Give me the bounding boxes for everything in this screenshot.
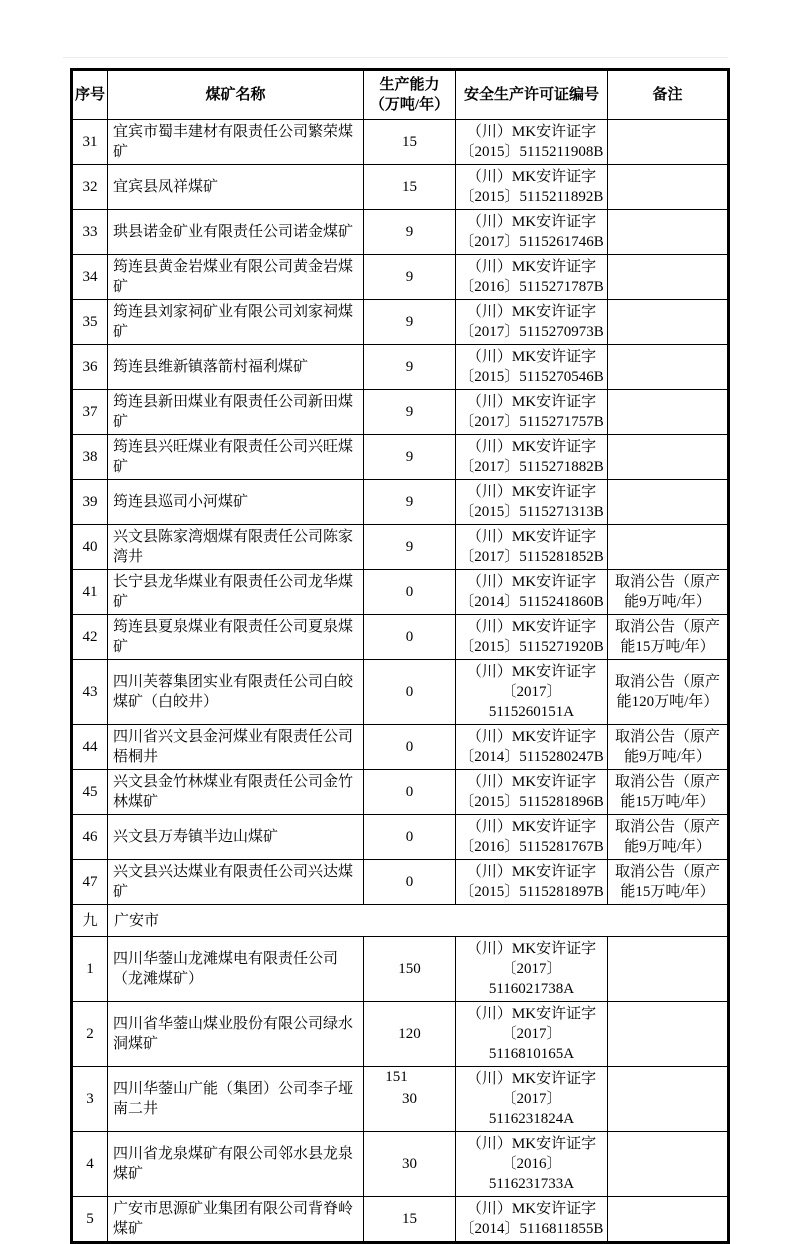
cell-remark	[608, 435, 729, 480]
cell-license: （川）MK安许证字〔2017〕5115271882B	[456, 435, 608, 480]
cell-index: 36	[72, 345, 108, 390]
cell-license: （川）MK安许证字〔2014〕5116811855B	[456, 1197, 608, 1243]
cell-capacity: 9	[364, 255, 456, 300]
table-row	[72, 1002, 729, 1067]
cell-mine-name: 四川华蓥山龙滩煤电有限责任公司（龙滩煤矿）	[108, 937, 364, 1002]
cell-mine-name: 兴文县金竹林煤业有限责任公司金竹林煤矿	[108, 770, 364, 815]
coal-mine-table	[70, 68, 730, 1244]
cell-capacity: 150	[364, 937, 456, 1002]
cell-mine-name: 筠连县巡司小河煤矿	[108, 480, 364, 525]
table-row	[72, 390, 729, 435]
table-row	[72, 435, 729, 480]
table-row	[72, 165, 729, 210]
cell-capacity: 0	[364, 570, 456, 615]
cell-capacity: 9	[364, 210, 456, 255]
cell-mine-name: 宜宾市蜀丰建材有限责任公司繁荣煤矿	[108, 120, 364, 165]
cell-index: 41	[72, 570, 108, 615]
table-row	[72, 525, 729, 570]
cell-remark	[608, 300, 729, 345]
table-row	[72, 210, 729, 255]
cell-license: （川）MK安许证字〔2016〕5116231733A	[456, 1132, 608, 1197]
cell-index: 1	[72, 937, 108, 1002]
cell-remark: 取消公告（原产能9万吨/年）	[608, 725, 729, 770]
cell-license: （川）MK安许证字〔2015〕5115271313B	[456, 480, 608, 525]
cell-remark	[608, 1132, 729, 1197]
cell-index: 32	[72, 165, 108, 210]
cell-index: 2	[72, 1002, 108, 1067]
cell-index: 33	[72, 210, 108, 255]
cell-mine-name: 四川省龙泉煤矿有限公司邻水县龙泉煤矿	[108, 1132, 364, 1197]
scan-artifact-line	[63, 57, 728, 58]
cell-license: （川）MK安许证字〔2015〕5115211892B	[456, 165, 608, 210]
cell-license: （川）MK安许证字〔2017〕5116810165A	[456, 1002, 608, 1067]
cell-remark: 取消公告（原产能120万吨/年）	[608, 660, 729, 725]
table-row	[72, 815, 729, 860]
cell-license: （川）MK安许证字〔2015〕5115281897B	[456, 860, 608, 905]
cell-capacity: 0	[364, 815, 456, 860]
cell-mine-name: 筠连县新田煤业有限责任公司新田煤矿	[108, 390, 364, 435]
table-row	[72, 770, 729, 815]
section-index: 九	[72, 905, 108, 937]
cell-license: （川）MK安许证字〔2017〕5115281852B	[456, 525, 608, 570]
cell-license: （川）MK安许证字〔2015〕5115211908B	[456, 120, 608, 165]
cell-mine-name: 兴文县兴达煤业有限责任公司兴达煤矿	[108, 860, 364, 905]
cell-remark	[608, 937, 729, 1002]
cell-mine-name: 兴文县陈家湾烟煤有限责任公司陈家湾井	[108, 525, 364, 570]
header-license: 安全生产许可证编号	[456, 70, 608, 120]
table-row	[72, 660, 729, 725]
header-capacity	[364, 70, 456, 120]
cell-remark	[608, 120, 729, 165]
cell-mine-name: 宜宾县凤祥煤矿	[108, 165, 364, 210]
cell-capacity: 15	[364, 120, 456, 165]
cell-index: 47	[72, 860, 108, 905]
table-row	[72, 570, 729, 615]
table-row	[72, 725, 729, 770]
cell-remark	[608, 255, 729, 300]
cell-index: 46	[72, 815, 108, 860]
cell-mine-name: 长宁县龙华煤业有限责任公司龙华煤矿	[108, 570, 364, 615]
cell-mine-name: 筠连县维新镇落箭村福利煤矿	[108, 345, 364, 390]
cell-capacity: 9	[364, 390, 456, 435]
cell-license: （川）MK安许证字〔2017〕5115271757B	[456, 390, 608, 435]
table-header	[72, 70, 729, 120]
cell-remark	[608, 165, 729, 210]
cell-remark	[608, 525, 729, 570]
cell-license: （川）MK安许证字〔2014〕5115241860B	[456, 570, 608, 615]
cell-capacity: 0	[364, 660, 456, 725]
cell-index: 4	[72, 1132, 108, 1197]
cell-index: 44	[72, 725, 108, 770]
cell-capacity: 9	[364, 345, 456, 390]
cell-capacity: 9	[364, 480, 456, 525]
cell-mine-name: 兴文县万寿镇半边山煤矿	[108, 815, 364, 860]
cell-capacity: 9	[364, 435, 456, 480]
cell-mine-name: 筠连县刘家祠矿业有限公司刘家祠煤矿	[108, 300, 364, 345]
cell-capacity: 0	[364, 770, 456, 815]
cell-remark: 取消公告（原产能9万吨/年）	[608, 570, 729, 615]
cell-capacity: 0	[364, 725, 456, 770]
table-row	[72, 937, 729, 1002]
cell-mine-name: 筠连县兴旺煤业有限责任公司兴旺煤矿	[108, 435, 364, 480]
cell-mine-name: 广安市思源矿业集团有限公司背脊岭煤矿	[108, 1197, 364, 1243]
table-row	[72, 255, 729, 300]
table-row	[72, 345, 729, 390]
section-name: 广安市	[108, 905, 729, 937]
cell-index: 37	[72, 390, 108, 435]
cell-capacity: 120	[364, 1002, 456, 1067]
cell-license: （川）MK安许证字〔2017〕5115270973B	[456, 300, 608, 345]
header-remark: 备注	[608, 70, 729, 120]
cell-license: （川）MK安许证字〔2016〕5115281767B	[456, 815, 608, 860]
cell-index: 34	[72, 255, 108, 300]
cell-license: （川）MK安许证字〔2015〕5115270546B	[456, 345, 608, 390]
cell-remark	[608, 480, 729, 525]
cell-remark	[608, 210, 729, 255]
cell-index: 35	[72, 300, 108, 345]
page-number: 151	[385, 1069, 408, 1085]
cell-capacity: 0	[364, 615, 456, 660]
header-mine-name: 煤矿名称	[108, 70, 364, 120]
cell-license: （川）MK安许证字〔2015〕5115281896B	[456, 770, 608, 815]
header-capacity-line1: 生产能力	[379, 77, 440, 93]
cell-mine-name: 四川芙蓉集团实业有限责任公司白皎煤矿（白皎井）	[108, 660, 364, 725]
cell-remark	[608, 390, 729, 435]
cell-index: 45	[72, 770, 108, 815]
cell-mine-name: 筠连县黄金岩煤业有限公司黄金岩煤矿	[108, 255, 364, 300]
cell-license: （川）MK安许证字〔2017〕5116231824A	[456, 1067, 608, 1132]
table-row	[72, 1197, 729, 1243]
cell-license: （川）MK安许证字〔2017〕5115261746B	[456, 210, 608, 255]
table-row	[72, 120, 729, 165]
cell-capacity: 9	[364, 525, 456, 570]
cell-index: 40	[72, 525, 108, 570]
cell-remark	[608, 1197, 729, 1243]
header-index: 序号	[72, 70, 108, 120]
table-row	[72, 1132, 729, 1197]
header-row	[72, 70, 729, 120]
cell-index: 43	[72, 660, 108, 725]
cell-license: （川）MK安许证字〔2015〕5115271920B	[456, 615, 608, 660]
cell-capacity: 30	[364, 1132, 456, 1197]
section-row	[72, 905, 729, 937]
table-row	[72, 300, 729, 345]
cell-license: （川）MK安许证字〔2017〕5116021738A	[456, 937, 608, 1002]
cell-capacity: 30	[364, 1067, 456, 1132]
cell-remark	[608, 345, 729, 390]
table-row	[72, 615, 729, 660]
cell-remark: 取消公告（原产能15万吨/年）	[608, 770, 729, 815]
cell-mine-name: 四川华蓥山广能（集团）公司李子垭南二井	[108, 1067, 364, 1132]
cell-index: 39	[72, 480, 108, 525]
cell-license: （川）MK安许证字〔2016〕5115271787B	[456, 255, 608, 300]
cell-mine-name: 四川省华蓥山煤业股份有限公司绿水洞煤矿	[108, 1002, 364, 1067]
cell-index: 42	[72, 615, 108, 660]
cell-remark: 取消公告（原产能15万吨/年）	[608, 615, 729, 660]
cell-mine-name: 四川省兴文县金河煤业有限责任公司梧桐井	[108, 725, 364, 770]
cell-capacity: 15	[364, 165, 456, 210]
table-row	[72, 860, 729, 905]
cell-index: 5	[72, 1197, 108, 1243]
cell-remark: 取消公告（原产能15万吨/年）	[608, 860, 729, 905]
cell-mine-name: 筠连县夏泉煤业有限责任公司夏泉煤矿	[108, 615, 364, 660]
table-row	[72, 480, 729, 525]
cell-license: （川）MK安许证字〔2014〕5115280247B	[456, 725, 608, 770]
header-capacity-line2: （万吨/年）	[369, 97, 450, 113]
cell-index: 31	[72, 120, 108, 165]
cell-remark	[608, 1002, 729, 1067]
cell-license: （川）MK安许证字〔2017〕5115260151A	[456, 660, 608, 725]
cell-mine-name: 珙县诺金矿业有限责任公司诺金煤矿	[108, 210, 364, 255]
cell-index: 38	[72, 435, 108, 480]
cell-capacity: 15	[364, 1197, 456, 1243]
cell-remark: 取消公告（原产能9万吨/年）	[608, 815, 729, 860]
cell-capacity: 9	[364, 300, 456, 345]
cell-capacity: 0	[364, 860, 456, 905]
cell-index: 3	[72, 1067, 108, 1132]
